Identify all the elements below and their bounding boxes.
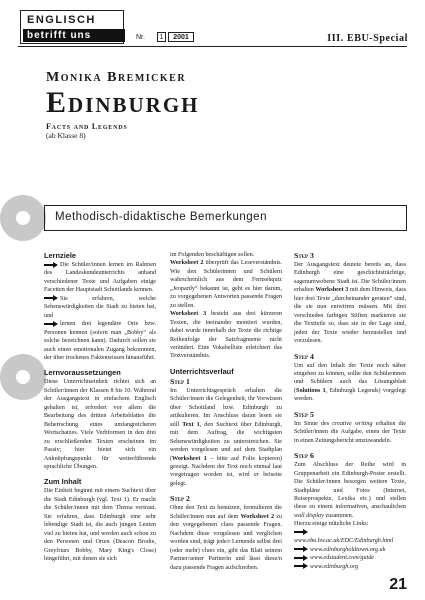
paragraph-text: Ohne den Text zu benutzen, formulieren die Schüler/innen nun auf dem xyxy=(170,505,282,520)
masthead xyxy=(18,10,408,50)
paragraph-text: , Edinburgh Legends) vorgelegt werden. xyxy=(294,387,406,403)
paragraph xyxy=(170,259,282,310)
page-number: 21 xyxy=(389,576,407,593)
column-1 xyxy=(44,251,156,564)
author: Monika Bremicker xyxy=(46,70,187,85)
paragraph xyxy=(294,461,406,520)
link[interactable]: www.edinburgholdtown.org.uk xyxy=(310,546,386,553)
heading-step: Step 2 xyxy=(170,494,190,504)
paragraph-text: Zum Abschluss der Reihe wird in Gruppenarbeit ein Edinburgh-Poster erstellt. Die Schüler/innen besorgen weitere Texte, Stadtpläne und Fotos (Internet, Reiseprospekte, Lexika etc.) und stellen diese zu einem informativen, anschaulichen xyxy=(294,462,406,511)
cd-icon xyxy=(0,195,46,241)
link[interactable]: www.edinburgh.org xyxy=(310,563,359,570)
emphasis: wall display xyxy=(294,512,324,519)
solutions-ref: Solutions 1 xyxy=(296,387,326,394)
heading-unterrichtsverlauf: Unterrichtsverlauf xyxy=(170,366,234,376)
paragraph: Diese Unterrichtseinheit richtet sich an Schüler/innen der Klassen 8 bis 10. Während der Ausgangstext in einfachem Englisch gehalten ist, erfordert vor allem die Bearbeitung des dritten Arbeitsblattes die Beherrschung eines umfangreicheren Wortschatzes. Viele Verbformen in den drei zu erschließenden Texten erscheinen im Passiv; hier bietet sich ein Anknüpfungspunkt für weiterführende sprachliche Übungen. xyxy=(44,379,156,470)
section-banner: Methodisch-didaktische Bemerkungen xyxy=(44,205,407,231)
link-item[interactable] xyxy=(294,529,406,546)
heading-step: Step 5 xyxy=(294,409,314,419)
paragraph: Hierzu einige nützliche Links: xyxy=(294,521,369,528)
arrow-icon xyxy=(44,262,58,267)
paragraph-text: besteht aus drei kürzeren Texten, die ineinander montiert wurden, dabei wurde innerhalb der Texte die richtige Reihenfolge der Satzfragmente nicht verändert. Eine Vokabelliste erleichtert das Textverständnis. xyxy=(170,311,282,360)
issue-year: 2001 xyxy=(168,32,194,42)
paragraph xyxy=(294,420,406,445)
link[interactable]: www.ebu.hw.ac.uk/EDC/Edinburgh.html xyxy=(294,538,394,545)
paragraph xyxy=(294,261,406,346)
cd-icon xyxy=(0,354,46,400)
column-3 xyxy=(294,251,406,571)
text-ref: Text 1 xyxy=(182,421,200,428)
paragraph-text: Die Schüler/innen lernen im Rahmen des Landeskundeunterrichts anhand verschiedener Texte und Aufgaben einige Facetten der Hauptstadt Schottlands kennen. xyxy=(44,262,156,294)
arrow-icon xyxy=(44,296,58,301)
worksheet-ref: Worksheet 2 xyxy=(170,260,204,267)
link-item[interactable] xyxy=(294,554,406,562)
heading-lernziele: Lernziele xyxy=(44,251,77,260)
heading-step: Step 4 xyxy=(294,351,314,361)
link[interactable]: www.edstudent.com/guide xyxy=(310,555,375,562)
paragraph-text: Im Sinne des xyxy=(294,420,333,427)
worksheet-ref: Worksheet 3 xyxy=(170,311,207,318)
logo-top-text: ENGLISCH xyxy=(27,14,96,26)
column-2 xyxy=(170,251,282,572)
section-title: III. EBU-Special xyxy=(327,33,408,44)
paragraph xyxy=(170,504,282,572)
worksheet-ref: Worksheet 1 xyxy=(172,455,207,462)
emphasis: creative writing xyxy=(332,420,373,427)
link-item[interactable] xyxy=(294,546,406,554)
paragraph-text: überprüft das Leseverständnis. Wie den Schülerinnen und Schülern wahrscheinlich aus dem Fernsehquiz „Jeopardy“ bekannt ist, geht es hier darum, zu vorgegebenen Antworten passende Fragen zu stellen. xyxy=(170,260,283,309)
paragraph xyxy=(44,261,156,295)
heading-lernvoraussetzungen: Lernvoraussetzungen xyxy=(44,368,121,378)
paragraph-text: – bitte auf Folie kopieren) gezeigt. Nachdem der Text noch einmal laut vorgetragen worden ist, wird er beiseite gelegt. xyxy=(170,455,283,487)
heading-zum-inhalt: Zum Inhalt xyxy=(44,477,82,487)
paragraph-text: zusammen. xyxy=(323,512,354,519)
issue-number: 1 xyxy=(157,32,166,42)
paragraph xyxy=(294,362,406,404)
paragraph-text: mit dem Hinweis, dass hier drei Texte „durcheinander geraten“ sind, die sie nun entwirren müssen. Mit drei verschieden farbigen Stiften markieren sie die Textteile so, dass sie in der Lage sind, jeden der Texte wieder herzustellen und vorzulesen. xyxy=(294,287,406,345)
paragraph-text: Um auf den Inhalt der Texte noch näher eingehen zu können, sollte den Schülerinnen und Schülern auch das Lösungsblatt ( xyxy=(294,362,406,394)
paragraph-text: lernen drei legendäre Orte bzw. Personen kennen (sofern man „Bobby“ als solche bezeichnen kann). Dadurch sollen sie auch einen emotionalen Zugang bekommen, der über trockenes Faktenwissen hinausführt. xyxy=(44,321,156,361)
paragraph: Die Einheit beginnt mit einem Suchtext über die Stadt Edinburgh (vgl. Text 1). Er macht die Schüler/innen mit dem Thema vertraut. Sie erfahren, dass Edinburgh eine sehr lebendige Stadt ist, die auch jungen Leuten viel zu bieten hat, und werden auch schon zu den Personen und Orten (Deacon Brodie, Greyfriars Bobby, Mary King's Close) hingeführt, mit denen sie sich xyxy=(44,488,156,563)
article-subtitle: Facts and Legends xyxy=(46,122,128,131)
paragraph-text: Sie erfahren, welche Sehenswürdigkeiten die Stadt zu bieten hat, und xyxy=(44,295,156,319)
paragraph-text: , den Suchtext über Edinburgh, mit dem Auftrag, die wichtigsten Sehenswürdigkeiten zu unterstreichen. Sie werden vorgelesen und auf dem Stadtplan ( xyxy=(170,421,283,462)
paragraph-text: Der Ausgangstext deutete bereits an, dass Edinburgh eine geschichtsträchtige, sagenumwobene Stadt ist. Die Schüler/innen erhalten xyxy=(294,262,406,294)
paragraph: im Folgenden beschäftigen sollen. xyxy=(170,252,255,258)
heading-step: Step 1 xyxy=(170,376,190,386)
arrow-icon xyxy=(294,564,308,569)
magazine-logo xyxy=(20,10,124,44)
arrow-icon xyxy=(294,530,308,535)
arrow-icon xyxy=(44,321,58,326)
heading-step: Step 3 xyxy=(294,251,314,260)
paragraph-text: Im Unterrichtsgespräch erhalten die Schüler/innen die Gelegenheit, ihr Vorwissen über Schottland bzw. Edinburgh zu artikulieren. Im Anschluss daran lesen sie still xyxy=(170,387,282,428)
article-title: Edinburgh xyxy=(46,86,200,119)
paragraph xyxy=(44,295,156,320)
worksheet-ref: Worksheet 3 xyxy=(315,287,349,294)
header-rule xyxy=(18,46,407,47)
worksheet-ref: Worksheet 2 xyxy=(240,513,275,520)
paragraph-text: zu den vorgegebenen clues passende Fragen. Nachdem diese vorgelesen und verglichen worden sind, trägt jede/r Lernende selbst drei (oder mehr) clues ein, gibt das Blatt seinem Partner/seiner Partnerin und lässt diese/n dazu passende Fragen aufschreiben. xyxy=(170,513,282,571)
paragraph xyxy=(170,387,282,488)
grade-level: (ab Klasse 8) xyxy=(46,131,86,140)
link-item[interactable] xyxy=(294,563,406,571)
paragraph xyxy=(44,320,156,362)
logo-bottom-text: betrifft uns xyxy=(23,29,125,42)
issue-label: Nr. xyxy=(136,34,145,41)
arrow-icon xyxy=(294,555,308,560)
paragraph-text: erhalten die Schüler/innen die Aufgabe, einen der Texte in einen Zeitungsbericht umzuwandeln. xyxy=(294,420,406,444)
arrow-icon xyxy=(294,547,308,552)
heading-step: Step 6 xyxy=(294,451,314,461)
paragraph xyxy=(170,310,282,361)
